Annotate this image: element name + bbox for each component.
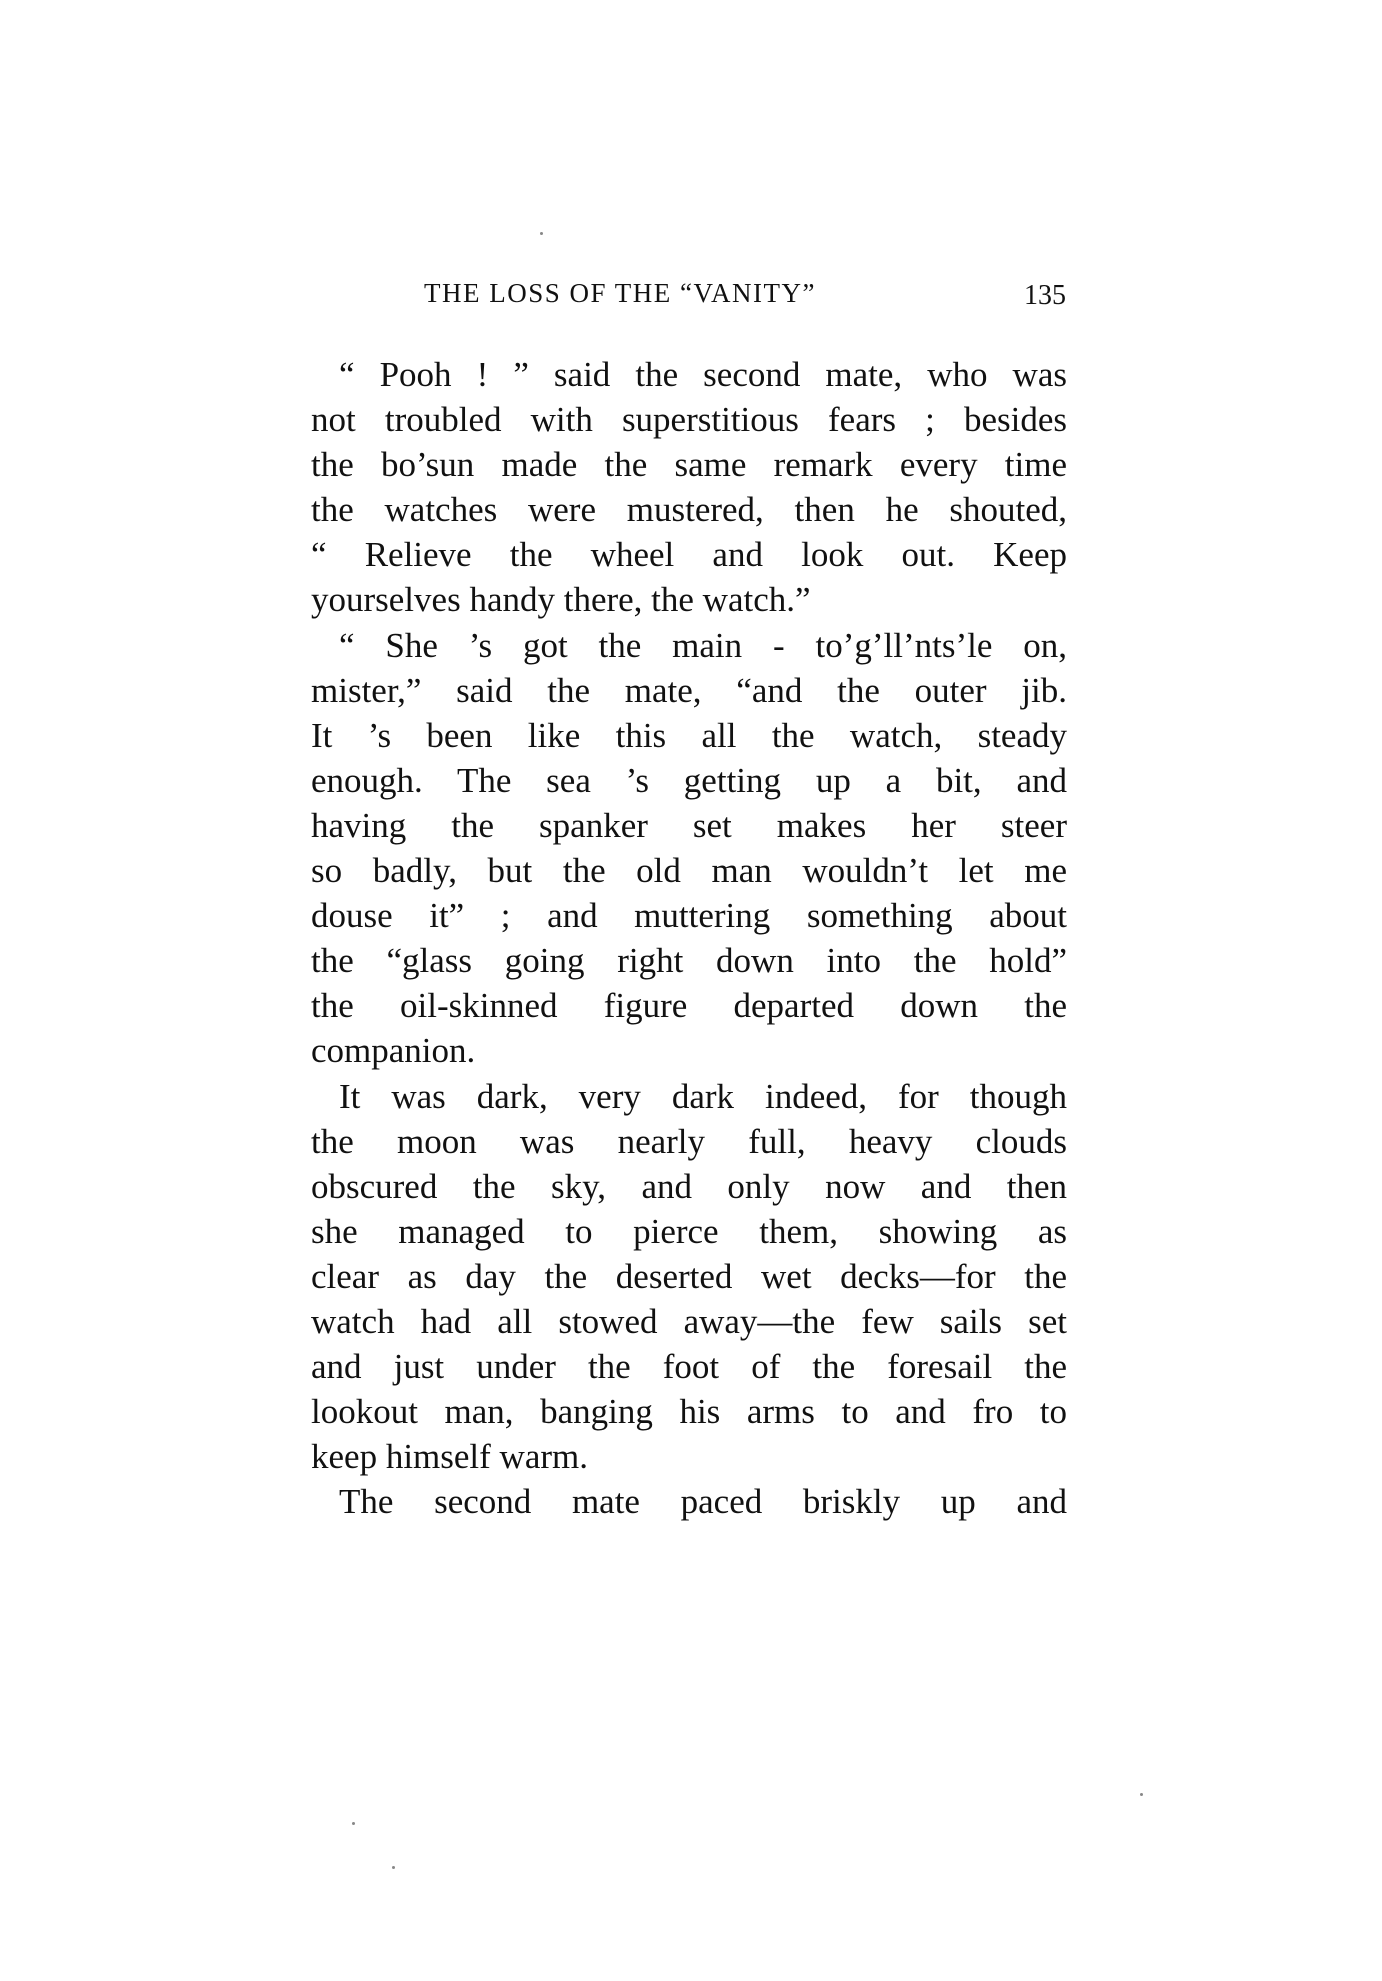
text-line: “ Relieve the wheel and look out. Keep — [311, 535, 1067, 575]
scan-speck — [1140, 1793, 1143, 1796]
text-line: mister,” said the mate, “and the outer jib. — [311, 670, 1067, 710]
text-line: the bo’sun made the same remark every time — [311, 445, 1067, 485]
text-line: the oil-skinned figure departed down the — [311, 986, 1067, 1026]
text-line: the watches were mustered, then he shouted, — [311, 490, 1067, 530]
text-line: It ’s been like this all the watch, steady — [311, 715, 1067, 755]
scan-speck — [392, 1866, 395, 1869]
running-header — [424, 278, 1066, 314]
text-line: obscured the sky, and only now and then — [311, 1166, 1067, 1206]
page-number: 135 — [1024, 280, 1066, 311]
text-line: she managed to pierce them, showing as — [311, 1211, 1067, 1251]
scan-speck — [540, 232, 543, 235]
text-line: keep himself warm. — [311, 1437, 588, 1477]
text-line: “ She ’s got the main - to’g’ll’nts’le on, — [339, 625, 1067, 665]
text-line: “ Pooh ! ” said the second mate, who was — [339, 355, 1067, 394]
text-line: yourselves handy there, the watch.” — [311, 580, 811, 620]
text-line: The second mate paced briskly up and — [339, 1482, 1067, 1522]
running-title: THE LOSS OF THE “VANITY” — [424, 278, 816, 308]
page-body — [311, 352, 1067, 1524]
text-line: so badly, but the old man wouldn’t let me — [311, 851, 1067, 891]
text-line: companion. — [311, 1031, 476, 1071]
scan-speck — [352, 1822, 355, 1825]
text-line: the moon was nearly full, heavy clouds — [311, 1121, 1067, 1161]
text-line: watch had all stowed away—the few sails set — [311, 1301, 1067, 1341]
text-line: clear as day the deserted wet decks—for the — [311, 1256, 1067, 1296]
text-line: douse it” ; and muttering something about — [311, 896, 1067, 936]
text-line: the “glass going right down into the hold” — [311, 941, 1067, 981]
text-line: lookout man, banging his arms to and fro to — [311, 1392, 1067, 1432]
text-line: enough. The sea ’s getting up a bit, and — [311, 760, 1067, 800]
text-line: It was dark, very dark indeed, for though — [339, 1076, 1067, 1116]
text-line: and just under the foot of the foresail the — [311, 1347, 1067, 1387]
text-line: not troubled with superstitious fears ; besides — [311, 400, 1067, 440]
text-line: having the spanker set makes her steer — [311, 805, 1067, 845]
